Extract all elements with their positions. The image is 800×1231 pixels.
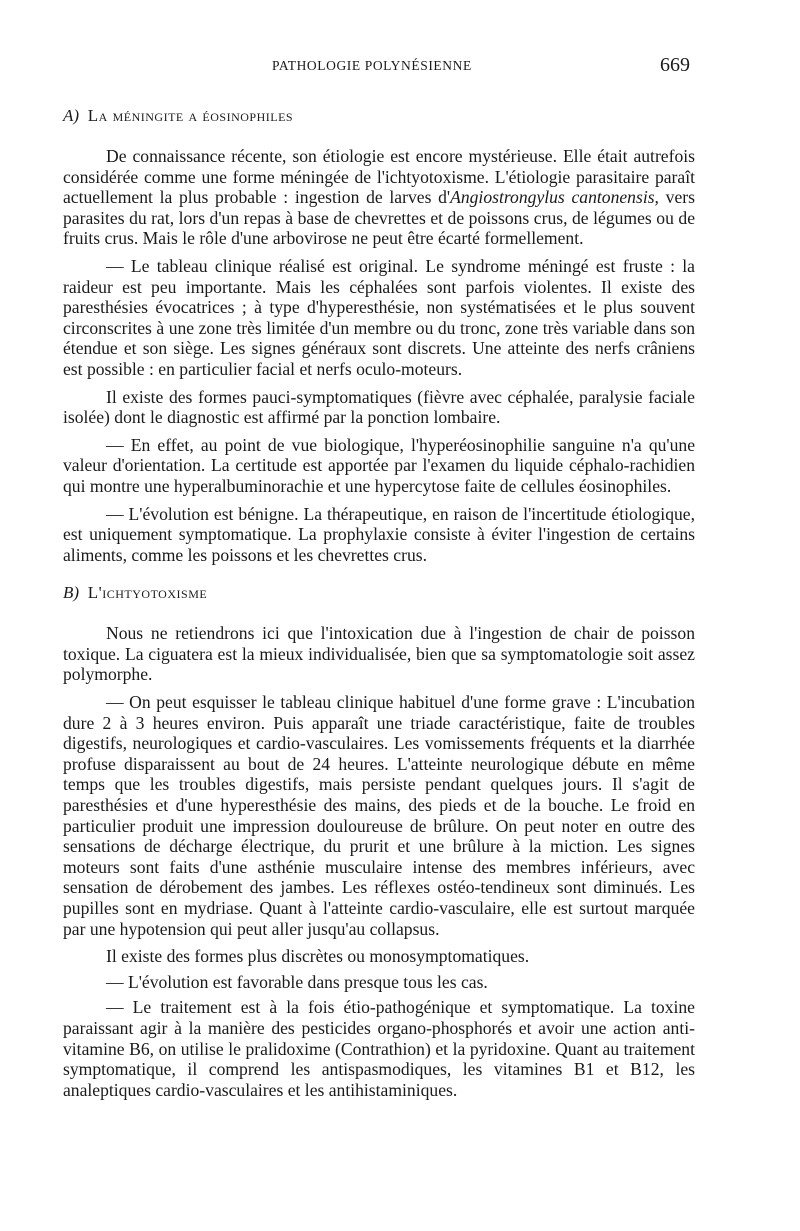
page-number: 669 (660, 54, 690, 76)
running-head (0, 56, 800, 78)
section-a-paragraph-1 (63, 146, 695, 249)
paragraph-text: De connaissance récente, son étiologie est encore mystérieuse. Elle était autrefois considérée comme une forme méningée de l'ichtyotoxisme. L'étiologie parasitaire paraît actuellement la plus probable : ingestion de larves d' (63, 146, 695, 208)
section-b-paragraph-4: — L'évolution est favorable dans presque tous les cas. (106, 971, 488, 992)
paragraph-text: vers parasites du rat, lors d'un repas à base de chevrettes et de poissons crus, de légumes ou de fruits crus. Mais le rôle d'une arbovirose ne peut être écarté formellement. (63, 187, 695, 249)
section-b-paragraph-2: — On peut esquisser le tableau clinique habituel d'une forme grave : L'incubation dure 2 à 3 heures environ. Puis apparaît une triade caractéristique, faite de troubles digestifs, neurologiques et cardio-vasculaires. Les vomissements fréquents et la diarrhée profuse disparaissent au bout de 24 heures. L'atteinte neurologique débute en même temps que les troubles digestifs, mais persiste pendant quelques jours. Il s'agit de paresthésies et d'une hyperesthésie des mains, des pieds et de la bouche. Le froid en particulier produit une impression douloureuse de brûlure. On peut noter en outre des sensations de décharge électrique, du prurit et une brûlure à la miction. Les signes moteurs sont faits d'une asthénie musculaire intense des membres inférieurs, avec sensation de dérobement des jambes. Les réflexes ostéo-tendineux sont diminués. Les pupilles sont en mydriase. Quant à l'atteinte cardio-vasculaire, elle est surtout marquée par une hypotension qui peut aller jusqu'au collapsus. (63, 692, 695, 939)
running-head-title: PATHOLOGIE POLYNÉSIENNE (272, 58, 472, 73)
body-text (63, 106, 695, 1107)
section-a-paragraph-2: — Le tableau clinique réalisé est original. Le syndrome méningé est fruste : la raideur est peu importante. Mais les céphalées sont parfois violentes. Il existe des paresthésies évocatrices ; à type d'hyperesthésie, non systématisées et le plus souvent circonscrites à une zone très limitée d'un membre ou du tronc, zone très variable dans son étendue et son siège. Les signes généraux sont discrets. Une atteinte des nerfs crâniens est possible : en particulier facial et nerfs oculo-moteurs. (63, 255, 695, 379)
section-b-heading (63, 583, 695, 603)
section-b-paragraph-1: Nous ne retiendrons ici que l'intoxication due à l'ingestion de chair de poisson toxique. La ciguatera est la mieux individualisée, bien que sa symptomatologie soit assez polymorphe. (63, 623, 695, 685)
section-a-title: La méningite a éosinophiles (87, 106, 294, 125)
section-b-title: L'ichtyotoxisme (87, 583, 208, 603)
section-b-paragraph-3: Il existe des formes plus discrètes ou monosymptomatiques. (106, 946, 530, 967)
section-a-paragraph-3: Il existe des formes pauci-symptomatiques (fièvre avec céphalée, paralysie faciale isolée) dont le diagnostic est affirmé par la ponction lombaire. (63, 386, 695, 428)
section-a-heading (63, 106, 695, 126)
species-name: Angiostrongylus cantonensis, (450, 187, 659, 208)
section-a-paragraph-4: — En effet, au point de vue biologique, l'hyperéosinophilie sanguine n'a qu'une valeur d'orientation. La certitude est apportée par l'examen du liquide céphalo-rachidien qui montre une hyperalbuminorachie et une hypercytose faite de cellules éosinophiles. (63, 434, 695, 496)
section-a-paragraph-5: — L'évolution est bénigne. La thérapeutique, en raison de l'incertitude étiologique, est uniquement symptomatique. La prophylaxie consiste à éviter l'ingestion de certains aliments, comme les poissons et les chevrettes crus. (63, 503, 695, 565)
section-a-letter: A) (63, 106, 80, 125)
section-b-paragraph-5: — Le traitement est à la fois étio-pathogénique et symptomatique. La toxine paraissant agir à la manière des pesticides organo-phosphorés et avoir une action anti-vitamine B6, on utilise le pralidoxime (Contrathion) et la pyridoxine. Quant au traitement symptomatique, il comprend les antispasmodiques, les vitamines B1 et B12, les analeptiques cardio-vasculaires et les antihistaminiques. (63, 997, 695, 1100)
section-b-letter: B) (63, 583, 80, 603)
